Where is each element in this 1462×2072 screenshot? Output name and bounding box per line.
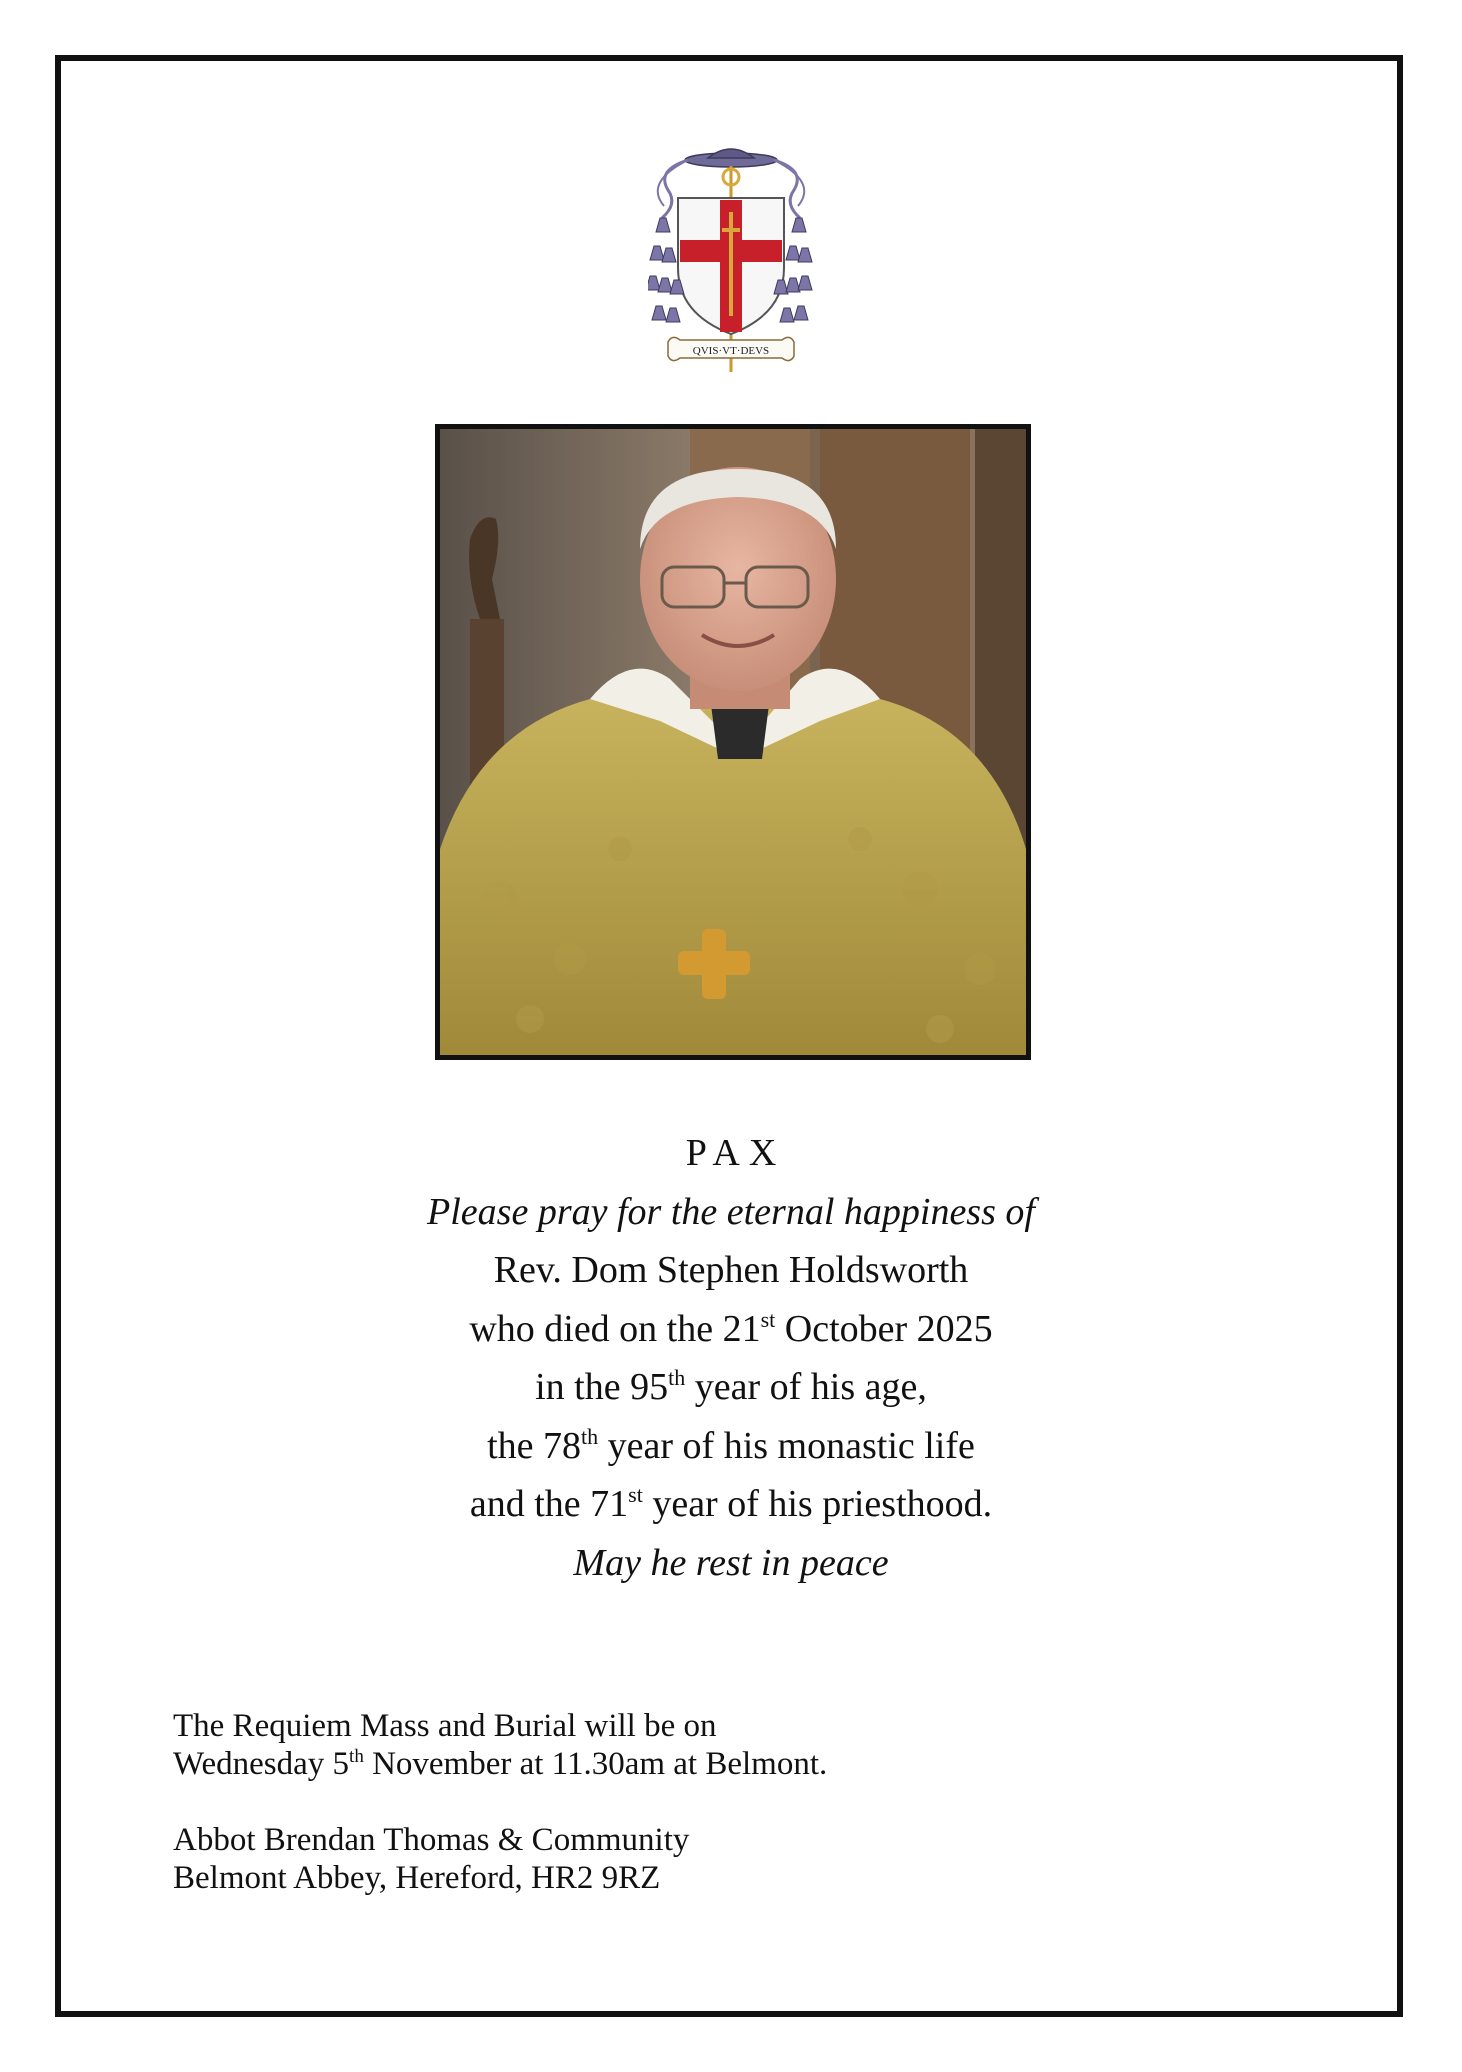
monastic-line: the 78th year of his monastic life: [487, 1423, 975, 1467]
crest-motto: QVIS·VT·DEVS: [692, 345, 770, 357]
signature-line-1: Abbot Brendan Thomas & Community: [173, 1822, 690, 1858]
coat-of-arms: [648, 146, 814, 374]
coat-of-arms-icon: [648, 146, 814, 374]
pray-line: Please pray for the eternal happiness of: [427, 1190, 1035, 1233]
funeral-details: [173, 1707, 827, 1897]
priesthood-line: and the 71st year of his priesthood.: [469, 1482, 993, 1525]
mass-line-1: The Requiem Mass and Burial will be on: [173, 1708, 717, 1744]
death-date-line: who died on the 21st October 2025: [469, 1306, 993, 1350]
memorial-text: [231, 1124, 1231, 1592]
signature-line-2: Belmont Abbey, Hereford, HR2 9RZ: [173, 1860, 661, 1896]
pax-heading: PAX: [685, 1132, 786, 1174]
age-line: in the 95th year of his age,: [535, 1365, 927, 1408]
portrait-photo: [435, 424, 1031, 1060]
mass-line-2: Wednesday 5th November at 11.30am at Belmont.: [173, 1746, 828, 1782]
rip-line: May he rest in peace: [573, 1541, 889, 1584]
deceased-name: Rev. Dom Stephen Holdsworth: [493, 1249, 969, 1291]
